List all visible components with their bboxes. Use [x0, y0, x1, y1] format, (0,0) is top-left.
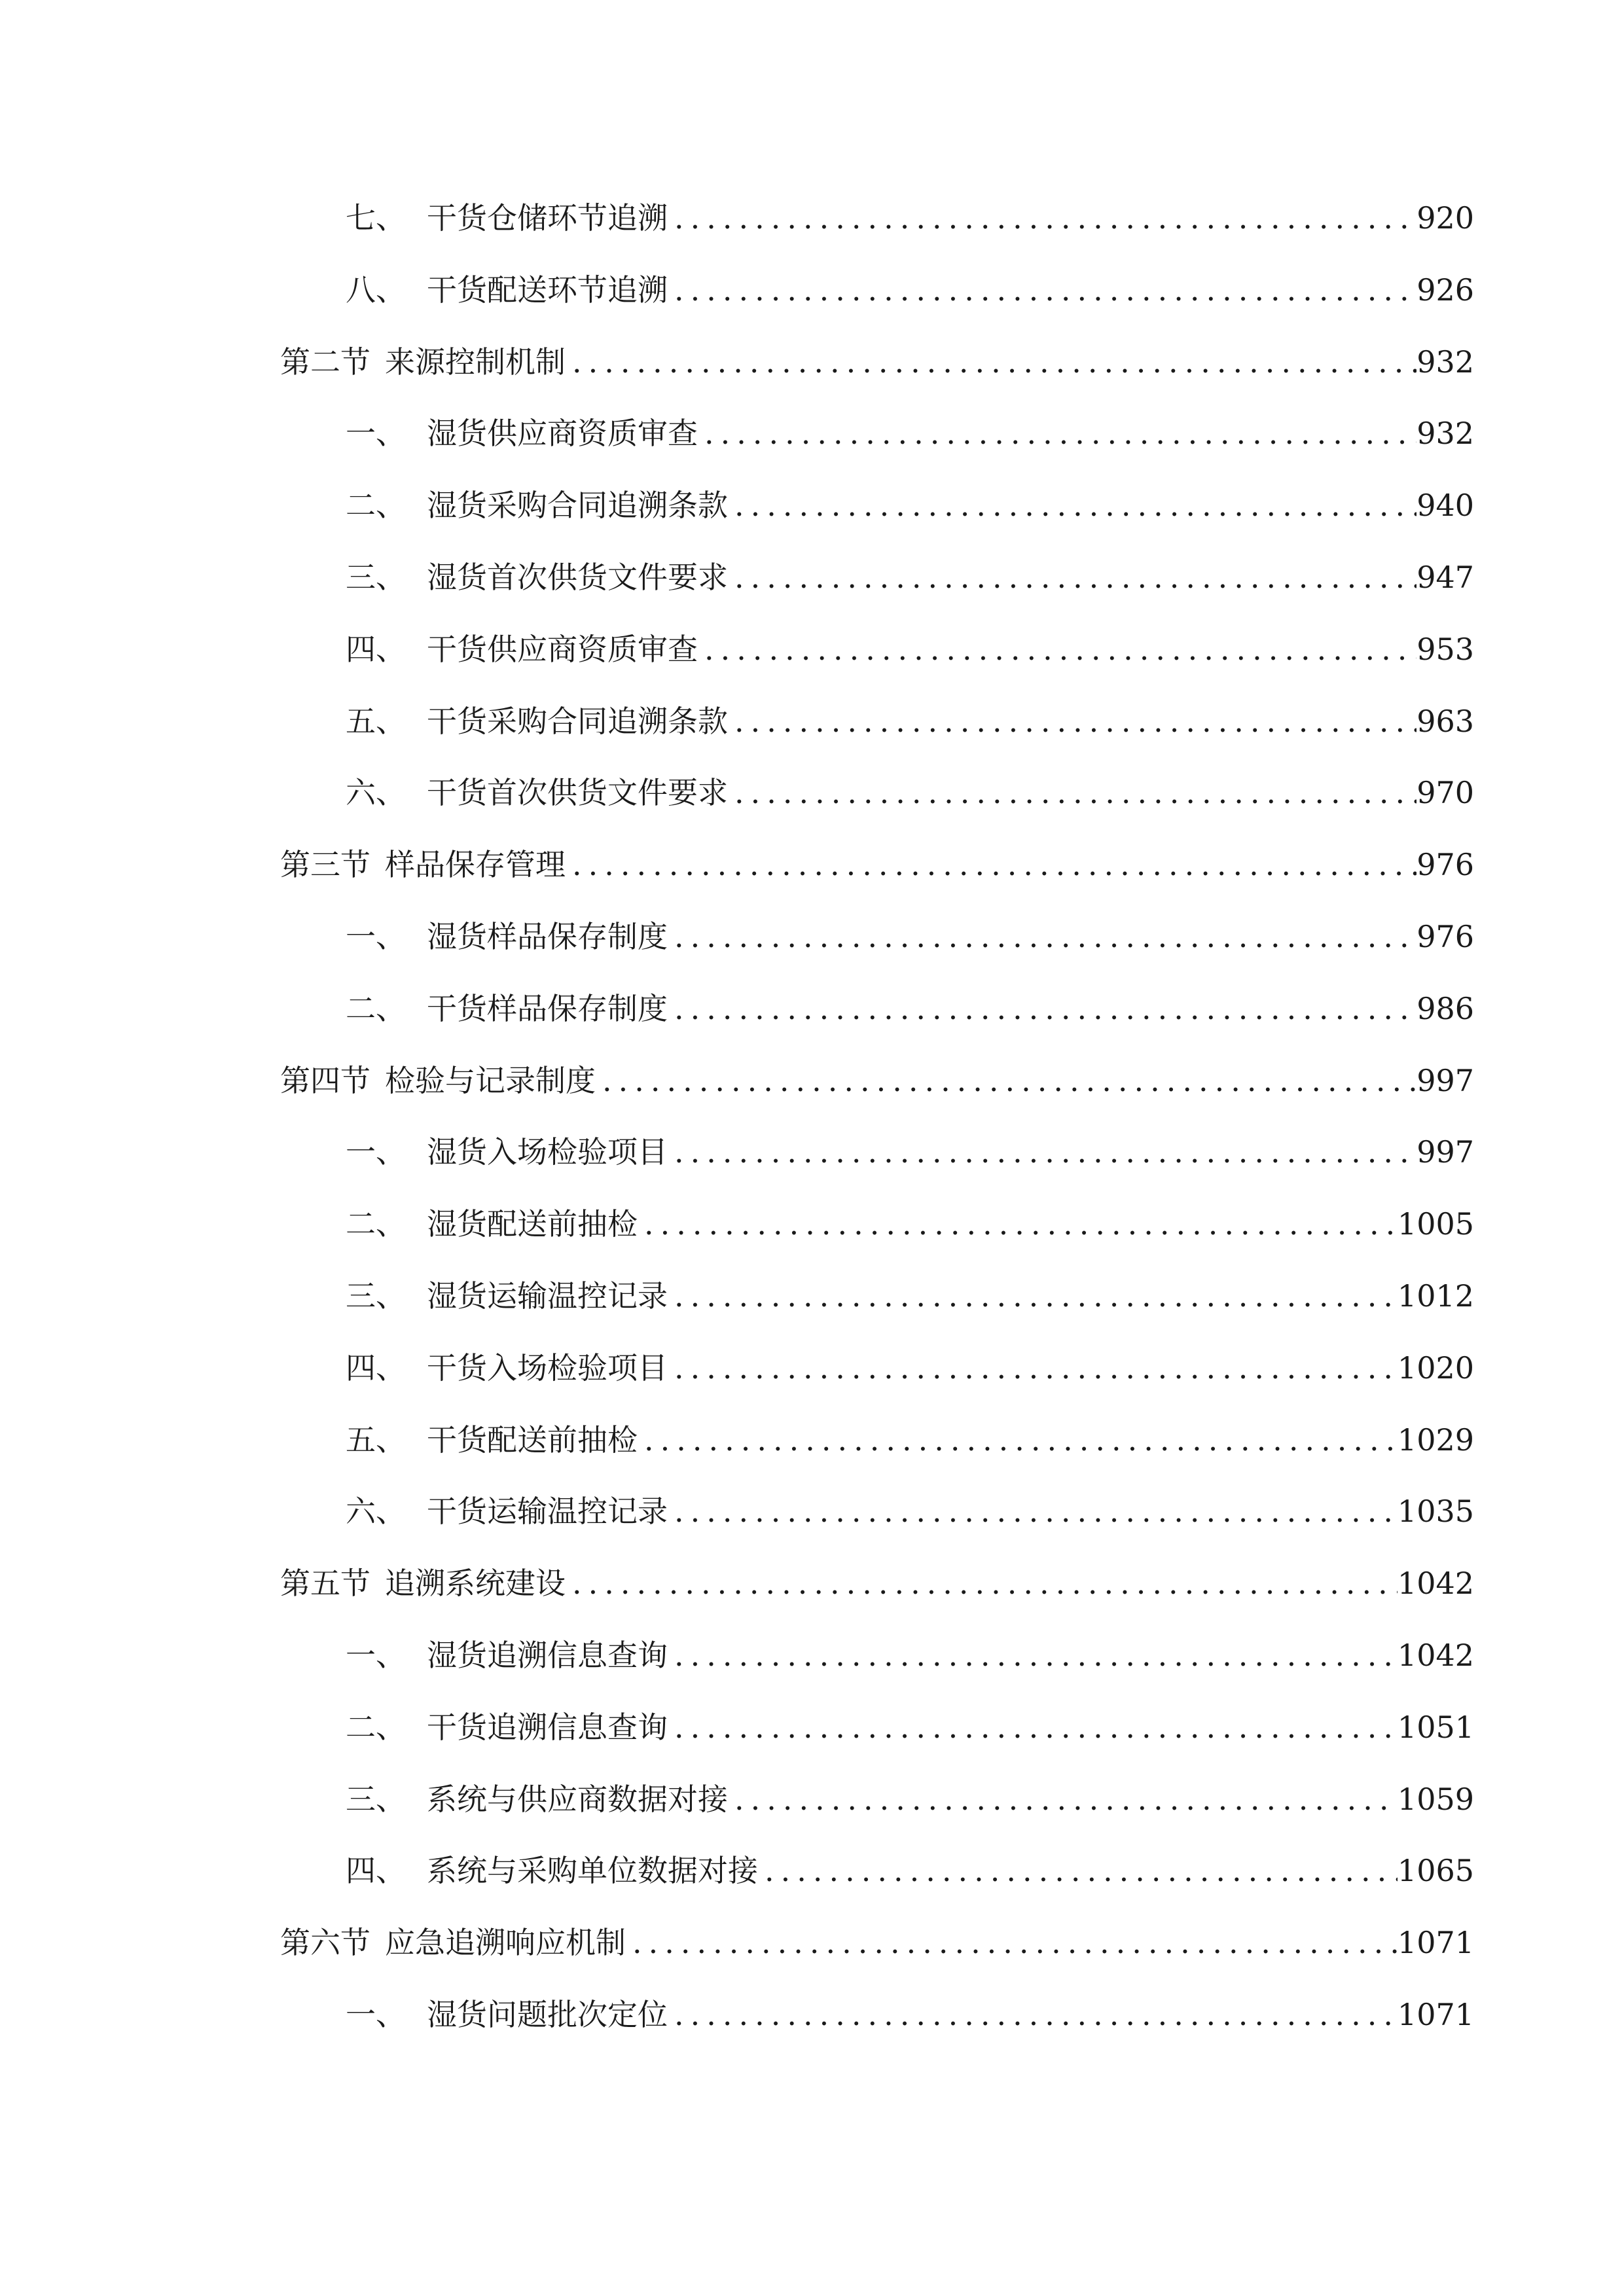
toc-page-number: 1042 — [1397, 1566, 1474, 1601]
toc-subsection-entry[interactable] — [346, 1198, 1474, 1250]
toc-entry-number: 第六节 — [280, 1925, 370, 1960]
toc-dot-leader — [668, 1270, 1398, 1322]
toc-dot-leader — [668, 1342, 1398, 1394]
toc-entry-number: 七、 — [346, 200, 406, 236]
toc-entry-number: 四、 — [346, 1853, 406, 1888]
toc-dot-leader — [728, 766, 1416, 819]
toc-page-number: 920 — [1416, 200, 1474, 236]
toc-dot-leader — [698, 623, 1416, 675]
toc-entry-number: 八、 — [346, 272, 406, 308]
toc-entry-title: 干货配送前抽检 — [427, 1422, 638, 1458]
toc-subsection-entry[interactable] — [346, 910, 1474, 963]
toc-page-number: 1071 — [1397, 1997, 1474, 2032]
toc-entry-title: 样品保存管理 — [385, 847, 566, 882]
toc-entry-number: 三、 — [346, 1782, 406, 1817]
toc-dot-leader — [668, 1701, 1398, 1753]
toc-entry-title: 湿货首次供货文件要求 — [427, 560, 728, 595]
toc-subsection-entry[interactable] — [346, 1126, 1474, 1178]
toc-subsection-entry[interactable] — [346, 479, 1474, 531]
toc-entry-title: 干货样品保存制度 — [427, 991, 668, 1026]
toc-dot-leader — [728, 695, 1416, 747]
toc-entry-title: 干货仓储环节追溯 — [427, 200, 668, 236]
toc-page-number: 1005 — [1397, 1206, 1474, 1242]
toc-dot-leader — [728, 479, 1416, 531]
toc-dot-leader — [668, 192, 1416, 244]
toc-dot-leader — [698, 407, 1416, 459]
toc-subsection-entry[interactable] — [346, 623, 1474, 675]
toc-page-number: 947 — [1416, 560, 1474, 595]
toc-entry-title: 来源控制机制 — [385, 344, 566, 380]
toc-entry-title: 湿货运输温控记录 — [427, 1278, 668, 1314]
toc-entry-title: 系统与采购单位数据对接 — [427, 1853, 758, 1888]
toc-page-number: 932 — [1416, 416, 1474, 451]
toc-entry-number: 三、 — [346, 1278, 406, 1314]
toc-entry-title: 应急追溯响应机制 — [385, 1925, 626, 1960]
toc-page-number: 1042 — [1397, 1638, 1474, 1673]
toc-subsection-entry[interactable] — [346, 407, 1474, 459]
toc-dot-leader — [566, 1557, 1398, 1609]
toc-entry-title: 湿货问题批次定位 — [427, 1997, 668, 2032]
toc-page-number: 932 — [1416, 344, 1474, 380]
toc-entry-number: 二、 — [346, 991, 406, 1026]
toc-subsection-entry[interactable] — [346, 1270, 1474, 1322]
toc-subsection-entry[interactable] — [346, 1844, 1474, 1897]
toc-entry-number: 二、 — [346, 1206, 406, 1242]
toc-entry-number: 一、 — [346, 1638, 406, 1673]
toc-page-number: 997 — [1416, 1134, 1474, 1170]
toc-entry-number: 二、 — [346, 1710, 406, 1745]
toc-page-number: 926 — [1416, 272, 1474, 308]
toc-dot-leader — [728, 551, 1416, 603]
toc-entry-title: 追溯系统建设 — [385, 1566, 566, 1601]
toc-entry-number: 四、 — [346, 1350, 406, 1386]
toc-subsection-entry[interactable] — [346, 264, 1474, 316]
toc-dot-leader — [626, 1916, 1398, 1969]
toc-subsection-entry[interactable] — [346, 1773, 1474, 1825]
toc-page-number: 1035 — [1397, 1494, 1474, 1529]
toc-entry-title: 湿货采购合同追溯条款 — [427, 488, 728, 523]
toc-entry-number: 第二节 — [280, 344, 370, 380]
toc-entry-number: 六、 — [346, 1494, 406, 1529]
toc-entry-number: 一、 — [346, 416, 406, 451]
toc-section-entry[interactable] — [280, 1054, 1474, 1107]
toc-page-number: 953 — [1416, 632, 1474, 667]
toc-subsection-entry[interactable] — [346, 1629, 1474, 1681]
toc-page-number: 1059 — [1397, 1782, 1474, 1817]
toc-dot-leader — [596, 1054, 1416, 1107]
toc-dot-leader — [638, 1198, 1398, 1250]
toc-page-number: 976 — [1416, 847, 1474, 882]
toc-entry-number: 二、 — [346, 488, 406, 523]
toc-subsection-entry[interactable] — [346, 982, 1474, 1035]
toc-entry-number: 一、 — [346, 1997, 406, 2032]
toc-entry-title: 系统与供应商数据对接 — [427, 1782, 728, 1817]
toc-page-number: 1020 — [1397, 1350, 1474, 1386]
toc-subsection-entry[interactable] — [346, 766, 1474, 819]
toc-page-number: 970 — [1416, 775, 1474, 810]
toc-section-entry[interactable] — [280, 1557, 1474, 1609]
toc-entry-title: 干货首次供货文件要求 — [427, 775, 728, 810]
toc-entry-title: 干货追溯信息查询 — [427, 1710, 668, 1745]
toc-dot-leader — [668, 1629, 1398, 1681]
toc-subsection-entry[interactable] — [346, 1485, 1474, 1537]
toc-dot-leader — [566, 336, 1416, 388]
toc-subsection-entry[interactable] — [346, 1342, 1474, 1394]
toc-entry-number: 第五节 — [280, 1566, 370, 1601]
toc-page-number: 997 — [1416, 1063, 1474, 1098]
toc-entry-title: 检验与记录制度 — [385, 1063, 596, 1098]
toc-entry-title: 干货运输温控记录 — [427, 1494, 668, 1529]
toc-subsection-entry[interactable] — [346, 192, 1474, 244]
toc-section-entry[interactable] — [280, 1916, 1474, 1969]
toc-entry-number: 第四节 — [280, 1063, 370, 1098]
toc-dot-leader — [668, 264, 1416, 316]
toc-dot-leader — [668, 1485, 1398, 1537]
toc-entry-number: 一、 — [346, 919, 406, 954]
toc-subsection-entry[interactable] — [346, 1988, 1474, 2041]
toc-dot-leader — [668, 1988, 1398, 2041]
toc-entry-number: 六、 — [346, 775, 406, 810]
toc-dot-leader — [566, 838, 1416, 891]
toc-entry-title: 湿货追溯信息查询 — [427, 1638, 668, 1673]
toc-entry-number: 五、 — [346, 704, 406, 739]
toc-entry-number: 四、 — [346, 632, 406, 667]
toc-entry-title: 湿货配送前抽检 — [427, 1206, 638, 1242]
toc-page-number: 1071 — [1397, 1925, 1474, 1960]
toc-entry-number: 三、 — [346, 560, 406, 595]
toc-subsection-entry[interactable] — [346, 1414, 1474, 1466]
toc-page-number: 976 — [1416, 919, 1474, 954]
toc-entry-title: 干货采购合同追溯条款 — [427, 704, 728, 739]
toc-page-number: 1051 — [1397, 1710, 1474, 1745]
toc-section-entry[interactable] — [280, 838, 1474, 891]
toc-page-number: 1065 — [1397, 1853, 1474, 1888]
toc-entry-title: 湿货入场检验项目 — [427, 1134, 668, 1170]
toc-entry-title: 湿货供应商资质审查 — [427, 416, 698, 451]
toc-entry-number: 第三节 — [280, 847, 370, 882]
toc-dot-leader — [668, 1126, 1416, 1178]
toc-entry-title: 湿货样品保存制度 — [427, 919, 668, 954]
toc-entry-number: 五、 — [346, 1422, 406, 1458]
toc-subsection-entry[interactable] — [346, 695, 1474, 747]
toc-entry-title: 干货入场检验项目 — [427, 1350, 668, 1386]
toc-page-number: 963 — [1416, 704, 1474, 739]
toc-entry-title: 干货配送环节追溯 — [427, 272, 668, 308]
toc-page-number: 940 — [1416, 488, 1474, 523]
toc-dot-leader — [758, 1844, 1398, 1897]
toc-dot-leader — [668, 982, 1416, 1035]
toc-subsection-entry[interactable] — [346, 551, 1474, 603]
toc-dot-leader — [668, 910, 1416, 963]
toc-entry-number: 一、 — [346, 1134, 406, 1170]
toc-page-number: 986 — [1416, 991, 1474, 1026]
toc-page-number: 1029 — [1397, 1422, 1474, 1458]
toc-subsection-entry[interactable] — [346, 1701, 1474, 1753]
toc-section-entry[interactable] — [280, 336, 1474, 388]
toc-dot-leader — [728, 1773, 1398, 1825]
toc-dot-leader — [638, 1414, 1398, 1466]
toc-entry-title: 干货供应商资质审查 — [427, 632, 698, 667]
toc-page-number: 1012 — [1397, 1278, 1474, 1314]
